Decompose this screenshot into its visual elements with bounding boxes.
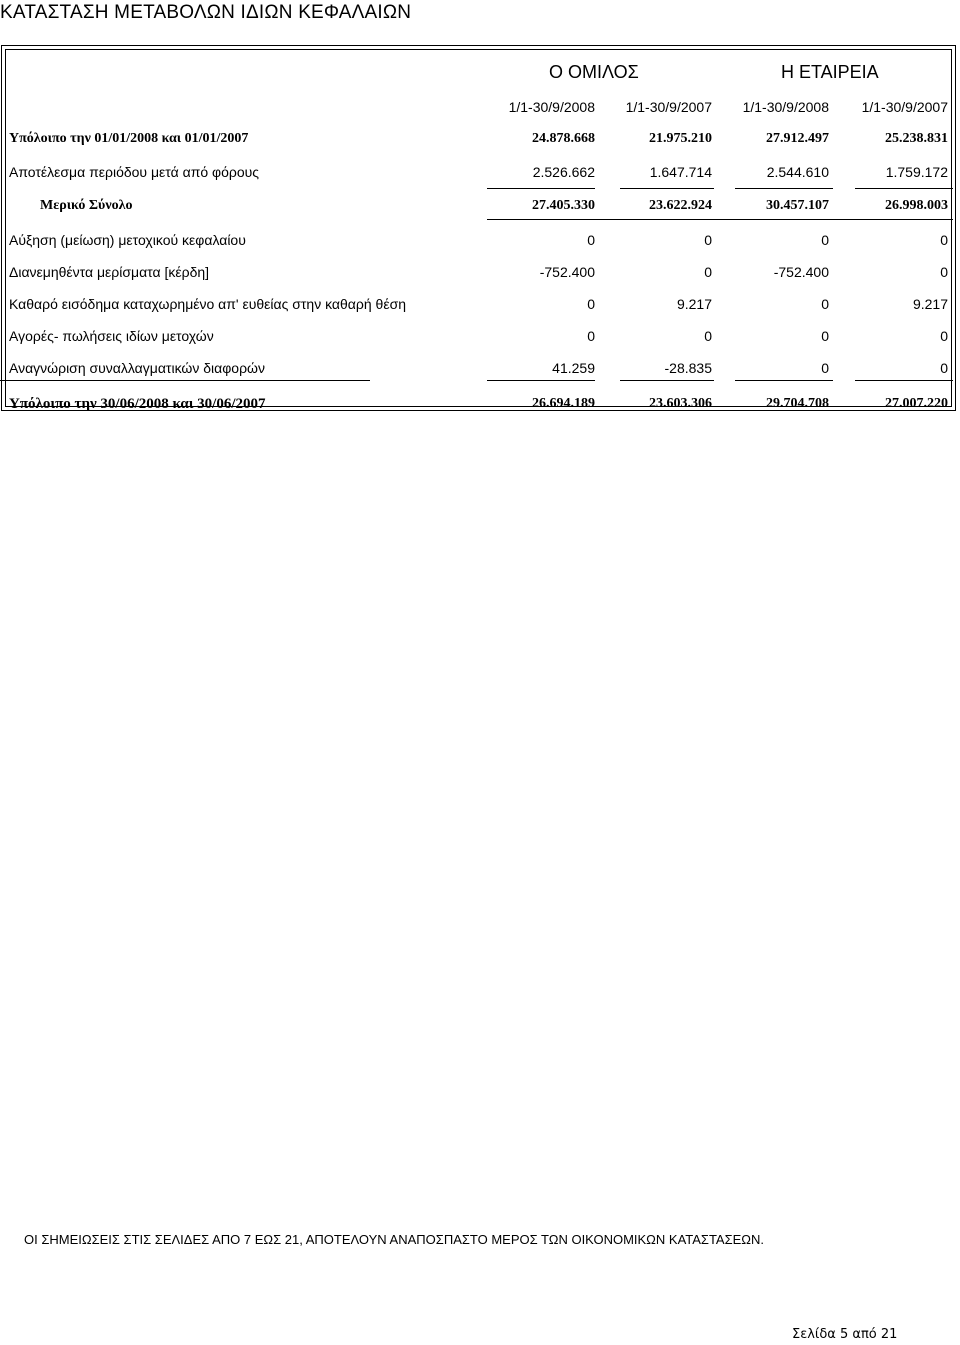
- total-rule: [487, 380, 595, 381]
- cell-value: 0: [587, 232, 595, 248]
- table-row-fx-differences: [0, 360, 960, 390]
- cell-value: 24.878.668: [532, 131, 595, 146]
- row-label: Αύξηση (μείωση) μετοχικού κεφαλαίου: [9, 232, 246, 248]
- period-header-row: [0, 99, 960, 129]
- subtotal-rule: [855, 188, 953, 189]
- cell-value: 0: [940, 264, 948, 280]
- cell-value: 41.259: [552, 360, 595, 376]
- cell-value: 27.912.497: [766, 131, 829, 146]
- cell-value: 0: [940, 360, 948, 376]
- cell-value: 26.998.003: [885, 198, 948, 213]
- cell-value: 21.975.210: [649, 131, 712, 146]
- cell-value: 9.217: [676, 296, 712, 312]
- cell-value: 1.647.714: [649, 164, 712, 180]
- subtotal-rule: [487, 188, 595, 189]
- page-number: Σελίδα 5 από 21: [792, 1327, 898, 1342]
- table-row-dividends: [0, 264, 960, 294]
- cell-value: 0: [940, 328, 948, 344]
- cell-value: -752.400: [539, 264, 595, 280]
- cell-value: 30.457.107: [766, 198, 829, 213]
- row-label: Μερικό Σύνολο: [40, 198, 133, 213]
- period-header-company-2008: 1/1-30/9/2008: [742, 99, 829, 115]
- table-row-opening-balance: [0, 131, 960, 161]
- cell-value: 0: [704, 264, 712, 280]
- cell-value: 29.704.708: [766, 396, 829, 411]
- cell-value: 0: [587, 296, 595, 312]
- row-label: Υπόλοιπο την 30/06/2008 και 30/06/2007: [9, 396, 266, 412]
- cell-value: 0: [704, 328, 712, 344]
- row-label: Υπόλοιπο την 01/01/2008 και 01/01/2007: [9, 131, 249, 146]
- company-header: Η ΕΤΑΙΡΕΙΑ: [781, 62, 879, 82]
- total-rule: [735, 380, 833, 381]
- cell-value: 23.603.306: [649, 396, 712, 411]
- table-row-treasury-shares: [0, 328, 960, 358]
- cell-value: 0: [821, 296, 829, 312]
- period-header-company-2007: 1/1-30/9/2007: [861, 99, 948, 115]
- cell-value: 0: [821, 328, 829, 344]
- cell-value: 2.544.610: [766, 164, 829, 180]
- cell-value: 9.217: [912, 296, 948, 312]
- row-label: Διανεμηθέντα μερίσματα [κέρδη]: [9, 264, 210, 280]
- cell-value: 1.759.172: [885, 164, 948, 180]
- cell-value: 27.405.330: [532, 198, 595, 213]
- table-row-profit-after-tax: [0, 164, 960, 194]
- row-label: Αναγνώριση συναλλαγματικών διαφορών: [9, 360, 265, 376]
- cell-value: 0: [704, 232, 712, 248]
- cell-value: 0: [940, 232, 948, 248]
- row-label: Αγορές- πωλήσεις ιδίων μετοχών: [9, 328, 214, 344]
- period-header-group-2007: 1/1-30/9/2007: [625, 99, 712, 115]
- cell-value: 27.007.220: [885, 396, 948, 411]
- subtotal-rule: [620, 188, 714, 189]
- cell-value: 0: [821, 360, 829, 376]
- total-rule: [855, 380, 953, 381]
- period-header-group-2008: 1/1-30/9/2008: [508, 99, 595, 115]
- cell-value: -28.835: [664, 360, 712, 376]
- footer-note: ΟΙ ΣΗΜΕΙΩΣΕΙΣ ΣΤΙΣ ΣΕΛΙΔΕΣ ΑΠΟ 7 ΕΩΣ 21, ΑΠΟΤΕΛΟΥΝ ΑΝΑΠΟΣΠΑΣΤΟ ΜΕΡΟΣ ΤΩΝ ΟΙΚΟΝΟΜΙΚΩΝ ΚΑΤΑΣΤΑΣΕΩΝ.: [24, 1232, 765, 1247]
- row-label: Αποτέλεσμα περιόδου μετά από φόρους: [9, 164, 260, 180]
- group-header: Ο ΟΜΙΛΟΣ: [549, 62, 639, 82]
- cell-value: 26.694.189: [532, 396, 595, 411]
- table-row-closing-balance: [0, 396, 960, 426]
- table-row-share-capital-change: [0, 232, 960, 262]
- table-row-income-recognized-in-equity: [0, 296, 960, 326]
- cell-value: 23.622.924: [649, 198, 712, 213]
- subtotal-underline: [487, 219, 953, 220]
- cell-value: 25.238.831: [885, 131, 948, 146]
- table-row-subtotal: [0, 198, 960, 228]
- total-rule: [620, 380, 714, 381]
- subtotal-rule: [735, 188, 833, 189]
- row-label: Καθαρό εισόδημα καταχωρημένο απ' ευθείας στην καθαρή θέση: [9, 296, 406, 312]
- cell-value: 0: [821, 232, 829, 248]
- page-title: ΚΑΤΑΣΤΑΣΗ ΜΕΤΑΒΟΛΩΝ ΙΔΙΩΝ ΚΕΦΑΛΑΙΩΝ: [0, 2, 412, 23]
- cell-value: 0: [587, 328, 595, 344]
- label-underline: [0, 380, 370, 381]
- cell-value: -752.400: [773, 264, 829, 280]
- cell-value: 2.526.662: [532, 164, 595, 180]
